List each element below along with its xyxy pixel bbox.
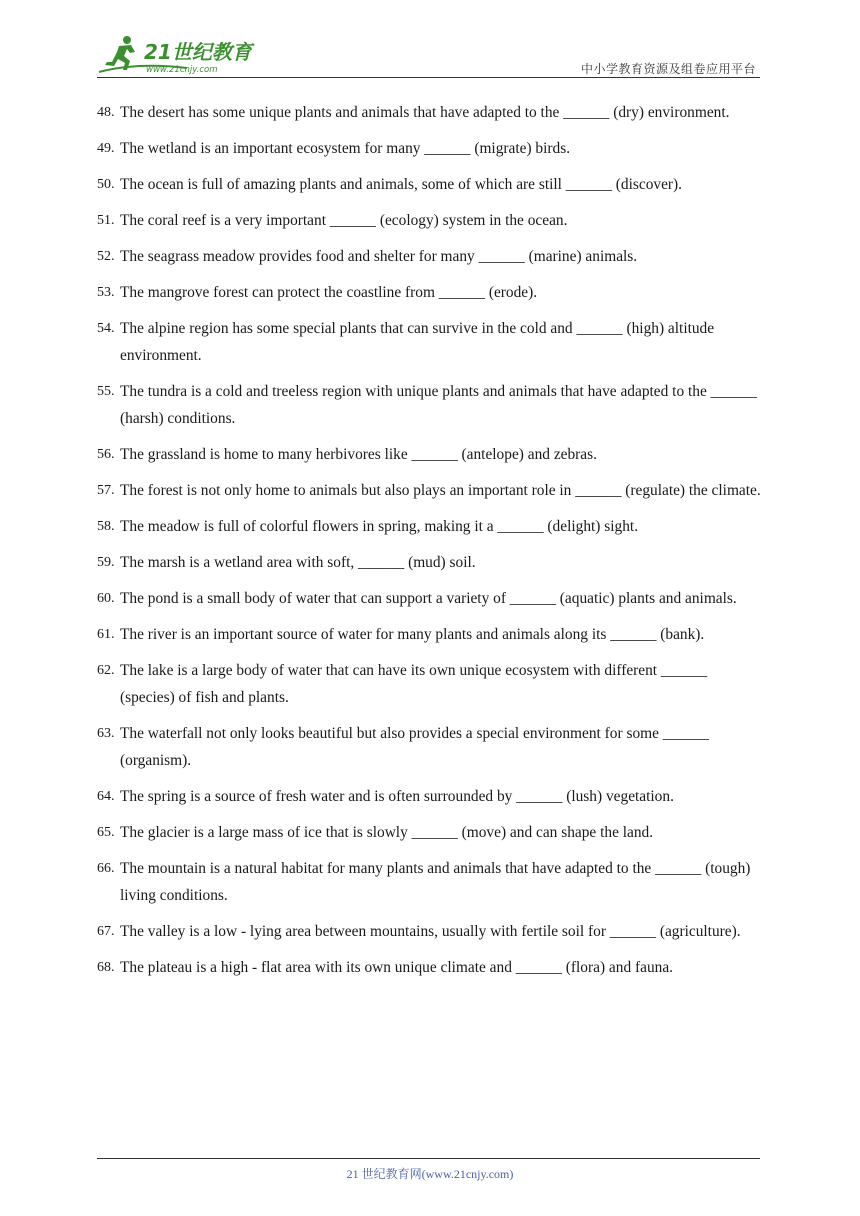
question-number: 64. xyxy=(97,789,115,804)
question-text: The waterfall not only looks beautiful but also provides a special environment for some ______ (organism). xyxy=(120,725,709,769)
question-number: 61. xyxy=(97,627,115,642)
question-text: The seagrass meadow provides food and shelter for many ______ (marine) animals. xyxy=(120,248,638,265)
question-text: The marsh is a wetland area with soft, ______ (mud) soil. xyxy=(120,554,476,571)
question-item xyxy=(97,855,762,909)
question-number: 52. xyxy=(97,249,115,264)
question-text: The meadow is full of colorful flowers in spring, making it a ______ (delight) sight. xyxy=(120,518,639,535)
question-number: 62. xyxy=(97,663,115,678)
svg-text:21世纪教育: 21世纪教育 xyxy=(144,40,252,64)
question-item xyxy=(97,819,762,846)
question-item xyxy=(97,657,762,711)
question-number: 59. xyxy=(97,555,115,570)
question-number: 58. xyxy=(97,519,115,534)
question-item xyxy=(97,513,762,540)
question-item xyxy=(97,207,762,234)
question-text: The alpine region has some special plants that can survive in the cold and ______ (high) altitude environment. xyxy=(120,320,715,364)
question-item xyxy=(97,99,762,126)
question-text: The grassland is home to many herbivores like ______ (antelope) and zebras. xyxy=(120,446,597,463)
question-number: 57. xyxy=(97,483,115,498)
question-item xyxy=(97,783,762,810)
question-number: 55. xyxy=(97,384,115,399)
question-number: 63. xyxy=(97,726,115,741)
header-divider xyxy=(97,77,760,78)
question-text: The desert has some unique plants and animals that have adapted to the ______ (dry) environment. xyxy=(120,104,730,121)
footer-text: 21 世纪教育网(www.21cnjy.com) xyxy=(346,1167,514,1181)
question-number: 53. xyxy=(97,285,115,300)
site-logo xyxy=(97,32,262,76)
question-item xyxy=(97,171,762,198)
question-number: 54. xyxy=(97,321,115,336)
question-number: 51. xyxy=(97,213,115,228)
page-header xyxy=(97,30,760,78)
question-text: The tundra is a cold and treeless region with unique plants and animals that have adapted to the ______ (harsh) conditions. xyxy=(120,383,757,427)
question-text: The spring is a source of fresh water and is often surrounded by ______ (lush) vegetation. xyxy=(120,788,674,805)
question-number: 50. xyxy=(97,177,115,192)
footer-divider xyxy=(97,1158,760,1159)
question-list xyxy=(97,99,762,990)
question-item xyxy=(97,954,762,981)
question-text: The glacier is a large mass of ice that is slowly ______ (move) and can shape the land. xyxy=(120,824,654,841)
question-item xyxy=(97,243,762,270)
question-item xyxy=(97,315,762,369)
platform-name: 中小学教育资源及组卷应用平台 xyxy=(580,62,756,76)
question-text: The forest is not only home to animals but also plays an important role in ______ (regulate) the climate. xyxy=(120,482,761,499)
svg-text:www.21cnjy.com: www.21cnjy.com xyxy=(146,65,218,75)
question-item xyxy=(97,477,762,504)
question-text: The coral reef is a very important ______ (ecology) system in the ocean. xyxy=(120,212,568,229)
question-item xyxy=(97,549,762,576)
question-item xyxy=(97,720,762,774)
question-item xyxy=(97,441,762,468)
question-item xyxy=(97,621,762,648)
question-number: 56. xyxy=(97,447,115,462)
question-text: The river is an important source of water for many plants and animals along its ______ (bank). xyxy=(120,626,705,643)
question-text: The mountain is a natural habitat for many plants and animals that have adapted to the ______ (tough) living conditions. xyxy=(120,860,751,904)
question-text: The pond is a small body of water that can support a variety of ______ (aquatic) plants and animals. xyxy=(120,590,737,607)
question-text: The wetland is an important ecosystem for many ______ (migrate) birds. xyxy=(120,140,571,157)
question-item xyxy=(97,279,762,306)
question-text: The lake is a large body of water that can have its own unique ecosystem with different ______ (species) of fish and plants. xyxy=(120,662,708,706)
question-item xyxy=(97,585,762,612)
question-number: 65. xyxy=(97,825,115,840)
question-number: 66. xyxy=(97,861,115,876)
question-number: 68. xyxy=(97,960,115,975)
question-text: The valley is a low - lying area between mountains, usually with fertile soil for ______ (agriculture). xyxy=(120,923,741,940)
question-item xyxy=(97,918,762,945)
question-number: 49. xyxy=(97,141,115,156)
question-number: 48. xyxy=(97,105,115,120)
question-item xyxy=(97,378,762,432)
question-text: The plateau is a high - flat area with its own unique climate and ______ (flora) and fauna. xyxy=(120,959,674,976)
question-text: The mangrove forest can protect the coastline from ______ (erode). xyxy=(120,284,538,301)
question-number: 67. xyxy=(97,924,115,939)
question-text: The ocean is full of amazing plants and animals, some of which are still ______ (discover). xyxy=(120,176,683,193)
question-number: 60. xyxy=(97,591,115,606)
question-item xyxy=(97,135,762,162)
